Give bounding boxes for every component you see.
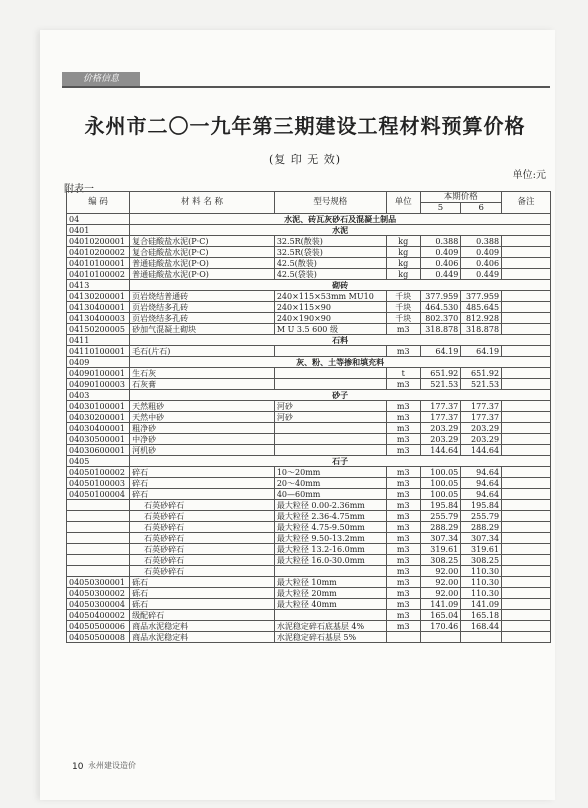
cell-note bbox=[502, 467, 551, 478]
cell-name: 粗净砂 bbox=[130, 423, 275, 434]
cell-note bbox=[502, 368, 551, 379]
table-group-row bbox=[67, 214, 551, 225]
cell-unit: m3 bbox=[386, 324, 420, 335]
price-table bbox=[66, 191, 551, 643]
cell-spec: M U 3.5 600 级 bbox=[274, 324, 386, 335]
cell-note bbox=[502, 258, 551, 269]
cell-code: 04110100001 bbox=[67, 346, 130, 357]
table-row bbox=[67, 324, 551, 335]
col-header-p5: 5 bbox=[420, 203, 461, 214]
cell-note bbox=[502, 434, 551, 445]
cell-code bbox=[67, 555, 130, 566]
cell-price-6: 195.84 bbox=[461, 500, 502, 511]
col-header-price: 本期价格 bbox=[420, 192, 502, 203]
col-header-unit: 单位 bbox=[386, 192, 420, 214]
cell-spec: 10～20mm bbox=[274, 467, 386, 478]
table-row bbox=[67, 544, 551, 555]
table-row bbox=[67, 489, 551, 500]
cell-code: 0409 bbox=[67, 357, 130, 368]
cell-price-6: 0.449 bbox=[461, 269, 502, 280]
col-header-p6: 6 bbox=[461, 203, 502, 214]
cell-name: 砂加气混凝土砌块 bbox=[130, 324, 275, 335]
table-row bbox=[67, 610, 551, 621]
cell-price-6: 521.53 bbox=[461, 379, 502, 390]
cell-note bbox=[502, 577, 551, 588]
cell-unit: m3 bbox=[386, 412, 420, 423]
cell-code: 04130400001 bbox=[67, 302, 130, 313]
cell-name: 砾石 bbox=[130, 599, 275, 610]
page-number: 10 bbox=[72, 762, 84, 772]
cell-note bbox=[502, 533, 551, 544]
cell-name: 普通硅酸盐水泥(P·O) bbox=[130, 269, 275, 280]
cell-unit: 千块 bbox=[386, 291, 420, 302]
cell-note bbox=[502, 346, 551, 357]
cell-note bbox=[502, 445, 551, 456]
cell-name: 石英砂碎石 bbox=[130, 533, 275, 544]
cell-note bbox=[502, 610, 551, 621]
cell-name: 石英砂碎石 bbox=[130, 566, 275, 577]
cell-price-5: 307.34 bbox=[420, 533, 461, 544]
cell-unit: m3 bbox=[386, 577, 420, 588]
cell-price-6: 318.878 bbox=[461, 324, 502, 335]
cell-code: 04010200001 bbox=[67, 236, 130, 247]
cell-name: 石灰膏 bbox=[130, 379, 275, 390]
cell-price-6: 812.928 bbox=[461, 313, 502, 324]
cell-code: 04050300004 bbox=[67, 599, 130, 610]
table-row bbox=[67, 412, 551, 423]
cell-price-6: 94.64 bbox=[461, 489, 502, 500]
cell-code bbox=[67, 522, 130, 533]
cell-price-5: 288.29 bbox=[420, 522, 461, 533]
cell-name: 生石灰 bbox=[130, 368, 275, 379]
cell-code: 04010100001 bbox=[67, 258, 130, 269]
cell-spec: 240×115×53mm MU10 bbox=[274, 291, 386, 302]
cell-code: 04050100003 bbox=[67, 478, 130, 489]
cell-note bbox=[502, 269, 551, 280]
cell-unit: m3 bbox=[386, 621, 420, 632]
cell-price-6: 94.64 bbox=[461, 467, 502, 478]
table-group-row bbox=[67, 225, 551, 236]
cell-price-5: 203.29 bbox=[420, 423, 461, 434]
cell-code: 04030600001 bbox=[67, 445, 130, 456]
cell-unit: m3 bbox=[386, 478, 420, 489]
cell-unit: kg bbox=[386, 258, 420, 269]
cell-spec: 最大粒径 20mm bbox=[274, 588, 386, 599]
cell-price-5: 0.388 bbox=[420, 236, 461, 247]
cell-code: 04030500001 bbox=[67, 434, 130, 445]
cell-code: 04010200002 bbox=[67, 247, 130, 258]
col-header-spec: 型号规格 bbox=[274, 192, 386, 214]
cell-group-label: 砂子 bbox=[130, 390, 551, 401]
table-row bbox=[67, 467, 551, 478]
cell-price-5: 100.05 bbox=[420, 478, 461, 489]
table-row bbox=[67, 577, 551, 588]
table-row bbox=[67, 401, 551, 412]
table-row bbox=[67, 247, 551, 258]
cell-code: 04050100004 bbox=[67, 489, 130, 500]
cell-code: 0401 bbox=[67, 225, 130, 236]
table-group-row bbox=[67, 280, 551, 291]
cell-spec: 水泥稳定碎石底基层 4% bbox=[274, 621, 386, 632]
table-row bbox=[67, 302, 551, 313]
cell-spec: 240×115×90 bbox=[274, 302, 386, 313]
cell-name: 页岩烧结多孔砖 bbox=[130, 313, 275, 324]
cell-note bbox=[502, 632, 551, 643]
cell-code: 04 bbox=[67, 214, 130, 225]
cell-price-5: 170.46 bbox=[420, 621, 461, 632]
cell-unit: m3 bbox=[386, 566, 420, 577]
cell-price-5: 464.530 bbox=[420, 302, 461, 313]
cell-group-label: 砌砖 bbox=[130, 280, 551, 291]
cell-price-5: 308.25 bbox=[420, 555, 461, 566]
cell-name: 页岩烧结多孔砖 bbox=[130, 302, 275, 313]
cell-code: 04090100001 bbox=[67, 368, 130, 379]
table-row bbox=[67, 313, 551, 324]
cell-note bbox=[502, 544, 551, 555]
cell-price-5: 165.04 bbox=[420, 610, 461, 621]
cell-price-6: 110.30 bbox=[461, 577, 502, 588]
cell-spec: 最大粒径 4.75-9.50mm bbox=[274, 522, 386, 533]
cell-code: 04050500006 bbox=[67, 621, 130, 632]
cell-spec: 最大粒径 10mm bbox=[274, 577, 386, 588]
appendix-label: 附表一 bbox=[64, 184, 94, 195]
cell-price-5: 92.00 bbox=[420, 588, 461, 599]
cell-unit: m3 bbox=[386, 555, 420, 566]
cell-note bbox=[502, 478, 551, 489]
cell-name: 复合硅酸盐水泥(P·C) bbox=[130, 236, 275, 247]
cell-price-6: 141.09 bbox=[461, 599, 502, 610]
cell-group-label: 石料 bbox=[130, 335, 551, 346]
table-row bbox=[67, 291, 551, 302]
cell-name: 石英砂碎石 bbox=[130, 555, 275, 566]
cell-unit: m3 bbox=[386, 434, 420, 445]
unit-label: 单位:元 bbox=[512, 170, 546, 181]
cell-price-6: 165.18 bbox=[461, 610, 502, 621]
cell-name: 天然中砂 bbox=[130, 412, 275, 423]
cell-unit: m3 bbox=[386, 489, 420, 500]
cell-code bbox=[67, 533, 130, 544]
cell-note bbox=[502, 236, 551, 247]
cell-price-5: 377.959 bbox=[420, 291, 461, 302]
table-row bbox=[67, 423, 551, 434]
table-row bbox=[67, 621, 551, 632]
cell-note bbox=[502, 500, 551, 511]
cell-unit: m3 bbox=[386, 599, 420, 610]
cell-unit: kg bbox=[386, 247, 420, 258]
cell-code: 04050100002 bbox=[67, 467, 130, 478]
cell-name: 石英砂碎石 bbox=[130, 511, 275, 522]
cell-price-6: 203.29 bbox=[461, 423, 502, 434]
cell-price-5: 0.406 bbox=[420, 258, 461, 269]
cell-code: 04030200001 bbox=[67, 412, 130, 423]
cell-spec: 240×190×90 bbox=[274, 313, 386, 324]
cell-price-5: 195.84 bbox=[420, 500, 461, 511]
cell-price-6: 177.37 bbox=[461, 412, 502, 423]
cell-name: 石英砂碎石 bbox=[130, 500, 275, 511]
cell-price-6: 308.25 bbox=[461, 555, 502, 566]
cell-price-5: 100.05 bbox=[420, 467, 461, 478]
cell-price-6: 0.409 bbox=[461, 247, 502, 258]
cell-note bbox=[502, 401, 551, 412]
cell-unit: m3 bbox=[386, 379, 420, 390]
cell-name: 中净砂 bbox=[130, 434, 275, 445]
cell-spec: 水泥稳定碎石基层 5% bbox=[274, 632, 386, 643]
cell-code: 04050400002 bbox=[67, 610, 130, 621]
footer-logo: 永州建设造价 bbox=[88, 761, 136, 770]
table-group-row bbox=[67, 390, 551, 401]
cell-name: 页岩烧结普通砖 bbox=[130, 291, 275, 302]
cell-price-6: 0.388 bbox=[461, 236, 502, 247]
cell-price-6: 168.44 bbox=[461, 621, 502, 632]
cell-note bbox=[502, 489, 551, 500]
section-tag: 价格信息 bbox=[62, 72, 140, 86]
table-group-row bbox=[67, 357, 551, 368]
cell-name: 级配碎石 bbox=[130, 610, 275, 621]
table-row bbox=[67, 258, 551, 269]
cell-price-6: 203.29 bbox=[461, 434, 502, 445]
cell-price-5 bbox=[420, 632, 461, 643]
cell-price-6: 377.959 bbox=[461, 291, 502, 302]
cell-name: 碎石 bbox=[130, 478, 275, 489]
cell-spec bbox=[274, 346, 386, 357]
cell-name: 毛石(片石) bbox=[130, 346, 275, 357]
table-row bbox=[67, 555, 551, 566]
cell-spec: 最大粒径 40mm bbox=[274, 599, 386, 610]
cell-price-6: 485.645 bbox=[461, 302, 502, 313]
cell-unit: m3 bbox=[386, 544, 420, 555]
cell-name: 商品水泥稳定料 bbox=[130, 632, 275, 643]
cell-unit: m3 bbox=[386, 533, 420, 544]
table-row bbox=[67, 346, 551, 357]
cell-unit: m3 bbox=[386, 445, 420, 456]
table-row bbox=[67, 599, 551, 610]
cell-note bbox=[502, 324, 551, 335]
cell-price-6: 288.29 bbox=[461, 522, 502, 533]
table-row bbox=[67, 522, 551, 533]
page-subtitle: (复 印 无 效) bbox=[268, 153, 342, 166]
page-title: 永州市二〇一九年第三期建设工程材料预算价格 bbox=[84, 114, 526, 138]
cell-unit: m3 bbox=[386, 346, 420, 357]
cell-name: 石英砂碎石 bbox=[130, 522, 275, 533]
cell-unit: m3 bbox=[386, 467, 420, 478]
table-row bbox=[67, 445, 551, 456]
cell-code: 04030400001 bbox=[67, 423, 130, 434]
table-group-row bbox=[67, 456, 551, 467]
cell-unit: m3 bbox=[386, 423, 420, 434]
cell-name: 砾石 bbox=[130, 577, 275, 588]
cell-note bbox=[502, 412, 551, 423]
cell-code: 04090100003 bbox=[67, 379, 130, 390]
table-row bbox=[67, 434, 551, 445]
cell-group-label: 水泥、砖瓦灰砂石及混凝土制品 bbox=[130, 214, 551, 225]
cell-spec: 最大粒径 13.2-16.0mm bbox=[274, 544, 386, 555]
cell-spec bbox=[274, 368, 386, 379]
cell-note bbox=[502, 379, 551, 390]
cell-price-5: 141.09 bbox=[420, 599, 461, 610]
table-row bbox=[67, 236, 551, 247]
cell-spec: 42.5(袋装) bbox=[274, 269, 386, 280]
cell-code: 0411 bbox=[67, 335, 130, 346]
col-header-code: 编 码 bbox=[67, 192, 130, 214]
table-row bbox=[67, 269, 551, 280]
table-group-row bbox=[67, 335, 551, 346]
cell-code bbox=[67, 544, 130, 555]
cell-spec bbox=[274, 434, 386, 445]
cell-price-6: 94.64 bbox=[461, 478, 502, 489]
cell-code bbox=[67, 511, 130, 522]
cell-spec: 最大粒径 16.0-30.0mm bbox=[274, 555, 386, 566]
cell-unit: 千块 bbox=[386, 302, 420, 313]
cell-spec: 42.5(散装) bbox=[274, 258, 386, 269]
cell-note bbox=[502, 522, 551, 533]
cell-group-label: 水泥 bbox=[130, 225, 551, 236]
cell-name: 商品水泥稳定料 bbox=[130, 621, 275, 632]
cell-unit: kg bbox=[386, 269, 420, 280]
cell-price-5: 92.00 bbox=[420, 577, 461, 588]
cell-code: 04050300002 bbox=[67, 588, 130, 599]
cell-price-5: 318.878 bbox=[420, 324, 461, 335]
cell-spec: 32.5R(袋装) bbox=[274, 247, 386, 258]
cell-code: 04130400003 bbox=[67, 313, 130, 324]
cell-code: 0413 bbox=[67, 280, 130, 291]
cell-spec: 河砂 bbox=[274, 412, 386, 423]
cell-price-5: 651.92 bbox=[420, 368, 461, 379]
cell-unit: m3 bbox=[386, 610, 420, 621]
cell-price-5: 144.64 bbox=[420, 445, 461, 456]
cell-price-5: 64.19 bbox=[420, 346, 461, 357]
cell-code bbox=[67, 500, 130, 511]
cell-price-6: 319.61 bbox=[461, 544, 502, 555]
table-row bbox=[67, 566, 551, 577]
table-row bbox=[67, 478, 551, 489]
cell-price-5: 100.05 bbox=[420, 489, 461, 500]
cell-price-5: 802.370 bbox=[420, 313, 461, 324]
cell-spec: 河砂 bbox=[274, 401, 386, 412]
table-body bbox=[67, 214, 551, 643]
cell-unit bbox=[386, 632, 420, 643]
cell-name: 天然粗砂 bbox=[130, 401, 275, 412]
cell-price-6: 64.19 bbox=[461, 346, 502, 357]
cell-price-5: 203.29 bbox=[420, 434, 461, 445]
cell-note bbox=[502, 511, 551, 522]
cell-price-5: 319.61 bbox=[420, 544, 461, 555]
cell-spec: 20～40mm bbox=[274, 478, 386, 489]
cell-price-5: 177.37 bbox=[420, 412, 461, 423]
table-row bbox=[67, 500, 551, 511]
cell-code: 04130200001 bbox=[67, 291, 130, 302]
cell-price-6: 651.92 bbox=[461, 368, 502, 379]
cell-note bbox=[502, 291, 551, 302]
cell-unit: m3 bbox=[386, 522, 420, 533]
col-header-note: 备注 bbox=[502, 192, 551, 214]
cell-code: 0405 bbox=[67, 456, 130, 467]
cell-note bbox=[502, 566, 551, 577]
cell-code: 04030100001 bbox=[67, 401, 130, 412]
cell-note bbox=[502, 423, 551, 434]
cell-name: 河机砂 bbox=[130, 445, 275, 456]
cell-spec: 最大粒径 2.36-4.75mm bbox=[274, 511, 386, 522]
cell-spec bbox=[274, 423, 386, 434]
cell-price-5: 0.449 bbox=[420, 269, 461, 280]
cell-unit: kg bbox=[386, 236, 420, 247]
cell-note bbox=[502, 599, 551, 610]
cell-price-5: 177.37 bbox=[420, 401, 461, 412]
table-row bbox=[67, 632, 551, 643]
cell-note bbox=[502, 313, 551, 324]
cell-price-6: 144.64 bbox=[461, 445, 502, 456]
cell-unit: t bbox=[386, 368, 420, 379]
cell-group-label: 石子 bbox=[130, 456, 551, 467]
cell-note bbox=[502, 588, 551, 599]
cell-spec bbox=[274, 610, 386, 621]
cell-spec bbox=[274, 379, 386, 390]
cell-spec bbox=[274, 566, 386, 577]
cell-code: 04150200005 bbox=[67, 324, 130, 335]
cell-code: 04050300001 bbox=[67, 577, 130, 588]
cell-price-6: 177.37 bbox=[461, 401, 502, 412]
cell-price-6: 110.30 bbox=[461, 566, 502, 577]
cell-name: 石英砂碎石 bbox=[130, 544, 275, 555]
cell-spec bbox=[274, 445, 386, 456]
cell-name: 复合硅酸盐水泥(P·C) bbox=[130, 247, 275, 258]
table-row bbox=[67, 368, 551, 379]
cell-unit: m3 bbox=[386, 500, 420, 511]
cell-code bbox=[67, 566, 130, 577]
cell-note bbox=[502, 555, 551, 566]
cell-unit: m3 bbox=[386, 588, 420, 599]
cell-name: 碎石 bbox=[130, 467, 275, 478]
table-row bbox=[67, 588, 551, 599]
cell-price-5: 255.79 bbox=[420, 511, 461, 522]
table-row bbox=[67, 379, 551, 390]
cell-note bbox=[502, 247, 551, 258]
cell-unit: 千块 bbox=[386, 313, 420, 324]
cell-price-6 bbox=[461, 632, 502, 643]
cell-price-6: 0.406 bbox=[461, 258, 502, 269]
cell-spec: 最大粒径 9.50-13.2mm bbox=[274, 533, 386, 544]
cell-group-label: 灰、粉、土等掺和填充料 bbox=[130, 357, 551, 368]
cell-code: 0403 bbox=[67, 390, 130, 401]
cell-code: 04010100002 bbox=[67, 269, 130, 280]
cell-price-6: 110.30 bbox=[461, 588, 502, 599]
cell-price-5: 92.00 bbox=[420, 566, 461, 577]
cell-spec: 40—60mm bbox=[274, 489, 386, 500]
table-row bbox=[67, 511, 551, 522]
cell-name: 普通硅酸盐水泥(P·O) bbox=[130, 258, 275, 269]
col-header-name: 材 料 名 称 bbox=[130, 192, 275, 214]
cell-price-6: 307.34 bbox=[461, 533, 502, 544]
cell-price-5: 521.53 bbox=[420, 379, 461, 390]
table-row bbox=[67, 533, 551, 544]
cell-spec: 最大粒径 0.00-2.36mm bbox=[274, 500, 386, 511]
cell-name: 砾石 bbox=[130, 588, 275, 599]
cell-unit: m3 bbox=[386, 401, 420, 412]
cell-note bbox=[502, 302, 551, 313]
cell-code: 04050500008 bbox=[67, 632, 130, 643]
cell-price-6: 255.79 bbox=[461, 511, 502, 522]
cell-note bbox=[502, 621, 551, 632]
cell-unit: m3 bbox=[386, 511, 420, 522]
cell-spec: 32.5R(散装) bbox=[274, 236, 386, 247]
cell-name: 碎石 bbox=[130, 489, 275, 500]
cell-price-5: 0.409 bbox=[420, 247, 461, 258]
